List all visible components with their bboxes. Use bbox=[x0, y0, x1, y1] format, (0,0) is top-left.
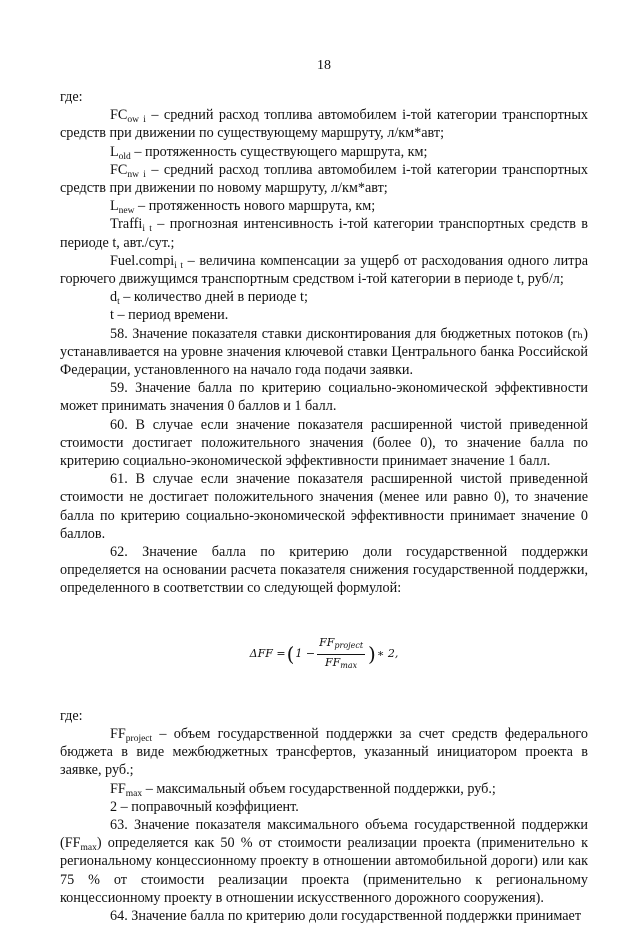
definition-text: – средний расход топлива автомобилем i-той категории транспортных средств при движении по новому маршруту, л/км*авт; bbox=[60, 161, 589, 197]
definition-symbol: t bbox=[110, 307, 114, 324]
paragraph-63-subscript: max bbox=[80, 843, 97, 854]
paragraph-63 bbox=[60, 816, 588, 907]
formula bbox=[60, 636, 588, 673]
definition-text: – период времени. bbox=[113, 307, 229, 324]
paragraph-63-part-a: 63. Значение показателя максимального объема государственной поддержки (FF bbox=[60, 816, 588, 852]
definition-text: – объем государственной поддержки за счет средств федерального бюджета в виде межбюджетных трансфертов, указанный инициатором проекта в заявке, руб.; bbox=[60, 725, 588, 779]
definition-text: – максимальный объем государственной поддержки, руб.; bbox=[142, 780, 496, 797]
formula-num-subscript: project bbox=[334, 640, 364, 650]
definition-text: – средний расход топлива автомобилем i-той категории транспортных средств при движении по существующему маршруту, л/км*авт; bbox=[60, 107, 589, 142]
formula-den-subscript: max bbox=[340, 660, 358, 670]
second-definition-item bbox=[60, 798, 588, 816]
definition-text: – протяженность нового маршрута, км; bbox=[134, 198, 376, 215]
definition-subscript: new bbox=[118, 206, 135, 217]
paragraph-59: 59. Значение балла по критерию социально-экономической эффективности может принимать значения 0 баллов и 1 балл. bbox=[60, 380, 588, 415]
definitions-list-1 bbox=[60, 106, 588, 324]
definition-symbol: Fuel.compi bbox=[110, 252, 175, 269]
formula-denominator bbox=[323, 655, 359, 673]
formula-num-symbol: FF bbox=[319, 635, 335, 649]
definition-text: – количество дней в периоде t; bbox=[119, 289, 308, 306]
paragraph-60: 60. В случае если значение показателя расширенной чистой приведенной стоимости достигает положительного значения (более 0), то значение балла по критерию социально-экономической эффективности принимает значение 1 балл. bbox=[60, 416, 588, 470]
page-number: 18 bbox=[317, 58, 331, 73]
definition-symbol: L bbox=[110, 143, 119, 160]
paragraph-64: 64. Значение балла по критерию доли государственной поддержки принимает bbox=[110, 907, 582, 924]
definition-symbol: L bbox=[110, 198, 119, 215]
formula-tail: ∗ 2, bbox=[376, 647, 399, 661]
definition-subscript: old bbox=[118, 151, 131, 162]
definition-text: 2 – поправочный коэффициент. bbox=[110, 798, 299, 815]
first-definition-item bbox=[60, 143, 588, 161]
formula-close-paren: ) bbox=[368, 642, 376, 667]
definition-text: – величина компенсации за ущерб от расходования одного литра горючего движущимся транспортным средством i-той категории в периоде t, руб/л; bbox=[60, 252, 588, 288]
document-body bbox=[60, 88, 588, 925]
first-definition-item bbox=[60, 288, 588, 306]
first-definition-item bbox=[60, 197, 588, 215]
definition-subscript: max bbox=[125, 788, 143, 799]
paragraph-61: 61. В случае если значение показателя расширенной чистой приведенной стоимости не достигает положительного значения (менее или равно 0), то значение балла по критерию социально-экономической эффективности принимает значение 0 баллов. bbox=[60, 471, 588, 542]
definition-subscript: nw i bbox=[127, 169, 146, 180]
where-label: где: bbox=[60, 89, 83, 105]
first-definition-item bbox=[60, 106, 588, 142]
definition-subscript: i t bbox=[174, 260, 183, 271]
definition-symbol: FF bbox=[110, 725, 126, 742]
definition-subscript: t bbox=[117, 297, 120, 308]
definition-text: – прогнозная интенсивность i-той категории транспортных средств в периоде t, авт./сут.; bbox=[60, 216, 589, 251]
first-definition-item bbox=[60, 161, 588, 197]
formula-fraction bbox=[317, 636, 365, 673]
formula-den-symbol: FF bbox=[325, 655, 341, 669]
definition-symbol: FF bbox=[110, 780, 126, 797]
second-definition-item bbox=[60, 780, 588, 798]
definition-subscript: ow i bbox=[127, 115, 146, 126]
definition-symbol: FC bbox=[110, 107, 128, 124]
formula-numerator bbox=[317, 636, 365, 655]
formula-one-minus: 1 − bbox=[295, 647, 316, 661]
formula-lhs: ΔFF = bbox=[249, 647, 286, 661]
paragraph-62: 62. Значение балла по критерию доли государственной поддержки определяется на основании расчета показателя снижения государственной поддержки, определенного в соответствии со следующей формулой: bbox=[60, 544, 588, 597]
definitions-list-2 bbox=[60, 725, 588, 816]
definition-subscript: i t bbox=[142, 224, 152, 235]
formula-open-paren: ( bbox=[286, 642, 295, 667]
definition-text: – протяженность существующего маршрута, км; bbox=[130, 143, 428, 160]
first-definition-item bbox=[60, 215, 588, 251]
definition-subscript: project bbox=[125, 733, 153, 744]
first-definition-item bbox=[60, 252, 588, 288]
paragraph-63-part-b: ) определяется как 50 % от стоимости реализации проекта (применительно к региональному концессионному проекту в отношении автомобильной дороги) или как 75 % от стоимости реализации проекта (применительно к региональному концессионному проекту в отношении искусственного дорожного сооружения). bbox=[60, 835, 588, 906]
definition-symbol: FC bbox=[110, 161, 128, 178]
second-definition-item bbox=[60, 725, 588, 780]
definition-symbol: Traffi bbox=[110, 216, 143, 233]
where-label-2: где: bbox=[60, 707, 83, 724]
first-definition-item bbox=[60, 306, 588, 324]
definition-symbol: d bbox=[110, 289, 118, 306]
paragraph-58: 58. Значение показателя ставки дисконтирования для бюджетных потоков (rₕ) устанавливается на уровне значения ключевой ставки Центрального банка Российской Федерации, установленного на начало года подачи заявки. bbox=[60, 325, 588, 379]
